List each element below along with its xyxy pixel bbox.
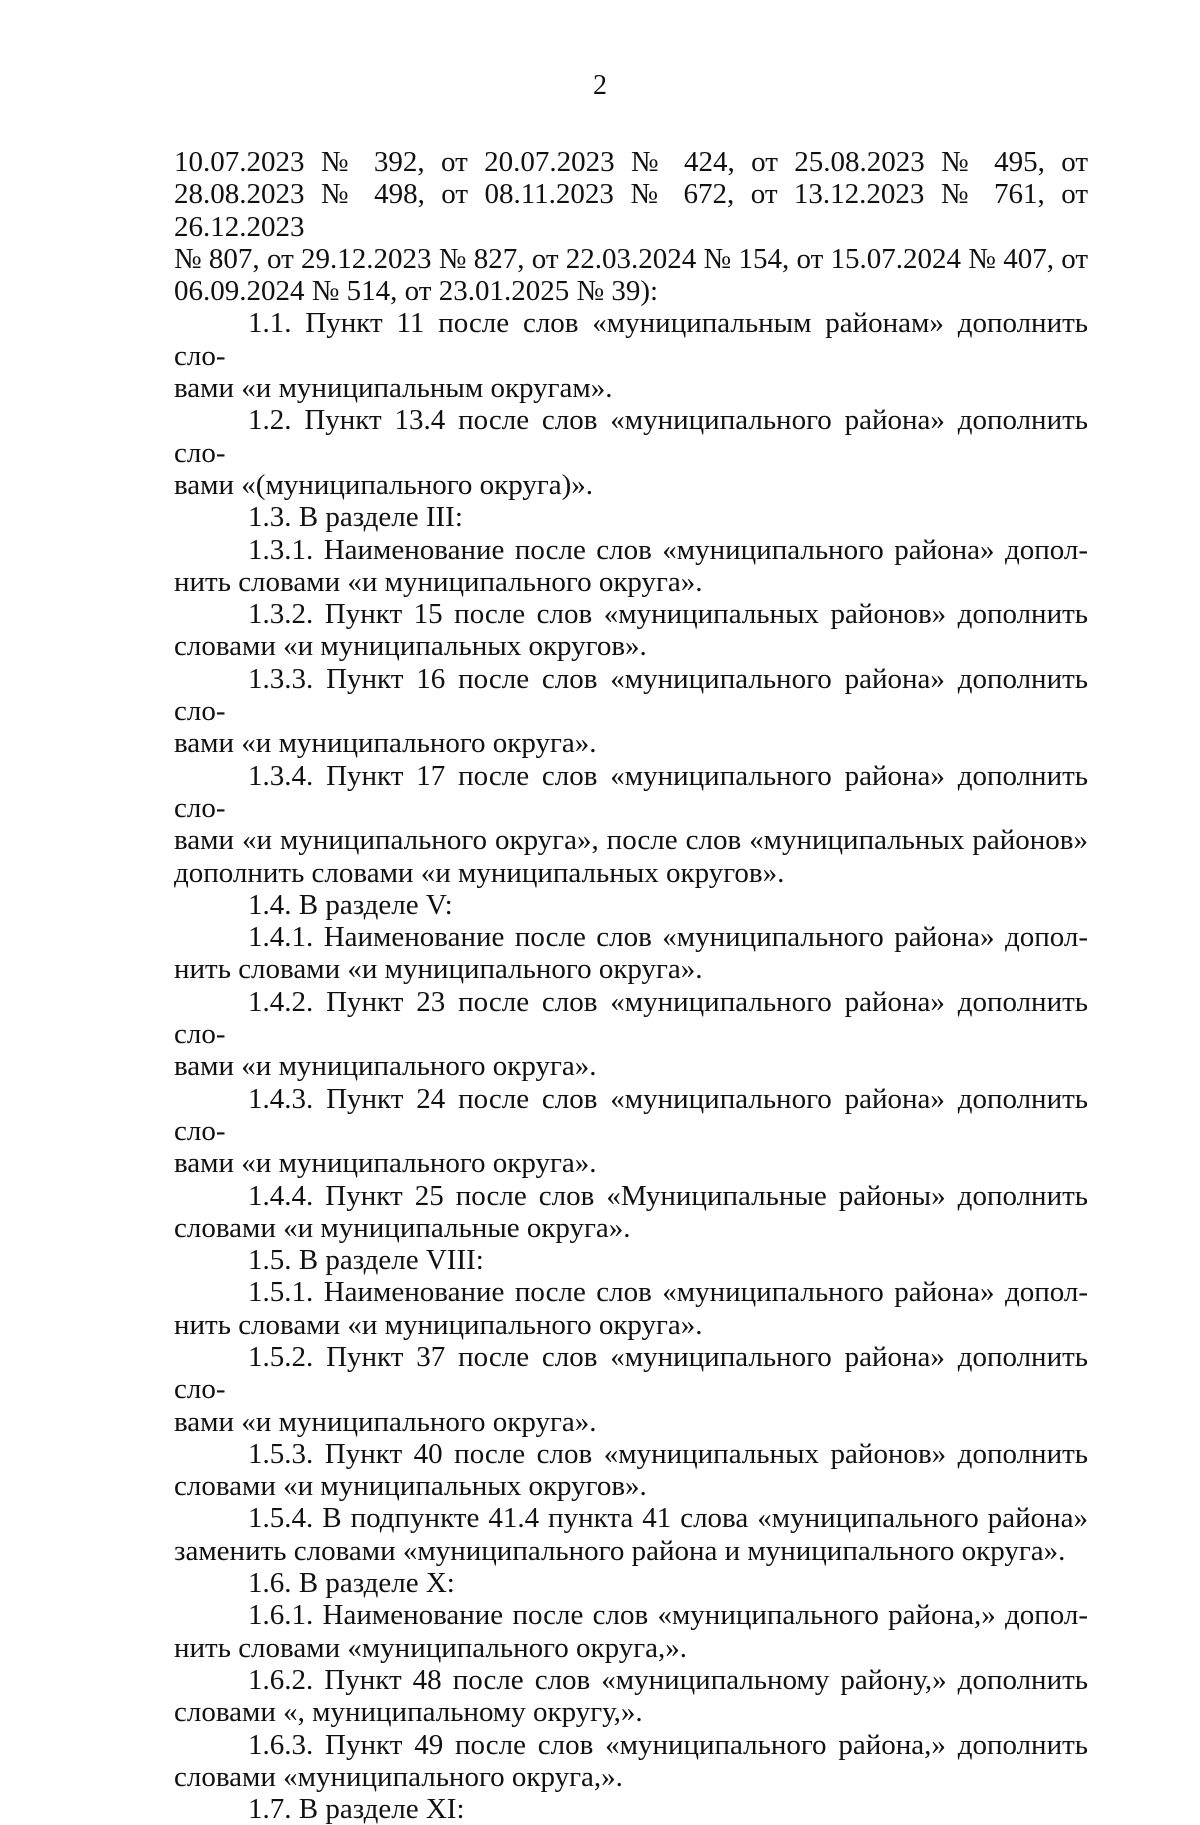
text-line: 10.07.2023 № 392, от 20.07.2023 № 424, от 25.08.2023 № 495, от xyxy=(174,146,1088,178)
paragraph-p1-5-1 xyxy=(174,1276,1088,1341)
text-line: 1.3.4. Пункт 17 после слов «муниципального района» дополнить сло- xyxy=(174,759,1088,824)
text-line: 1.5.4. В подпункте 41.4 пункта 41 слова «муниципального района» xyxy=(248,1502,1088,1535)
text-line: словами «, муниципальному округу,». xyxy=(174,1696,643,1729)
text-line: словами «и муниципальных округов». xyxy=(174,630,647,663)
text-line: вами «и муниципального округа». xyxy=(174,1147,597,1180)
text-line: вами «и муниципального округа». xyxy=(174,1405,597,1438)
text-line: 06.09.2024 № 514, от 23.01.2025 № 39): xyxy=(174,275,659,308)
text-line: 1.4. В разделе V: xyxy=(248,888,453,921)
text-line: словами «и муниципальные округа». xyxy=(174,1211,631,1244)
text-line: вами «и муниципального округа». xyxy=(174,1050,597,1083)
paragraph-p1-6-1 xyxy=(174,1599,1088,1664)
text-line: словами «и муниципальных округов». xyxy=(174,1470,647,1503)
text-line: 1.6.3. Пункт 49 после слов «муниципального района,» дополнить xyxy=(248,1728,1088,1761)
text-line: нить словами «и муниципального округа». xyxy=(174,953,703,986)
text-line: 1.3.2. Пункт 15 после слов «муниципальных районов» дополнить xyxy=(248,598,1088,631)
paragraph-p1-1 xyxy=(174,307,1088,404)
text-line: вами «и муниципальным округам». xyxy=(174,372,613,405)
text-line: 1.5.1. Наименование после слов «муниципального района» допол- xyxy=(248,1276,1088,1309)
paragraph-p1-3-3 xyxy=(174,663,1088,760)
text-line: 1.5.3. Пункт 40 после слов «муниципальных районов» дополнить xyxy=(248,1437,1088,1470)
text-line: 1.4.3. Пункт 24 после слов «муниципального района» дополнить сло- xyxy=(174,1082,1088,1147)
paragraph-p1-7 xyxy=(174,1793,1088,1825)
text-line: нить словами «и муниципального округа». xyxy=(174,1308,703,1341)
text-line: 1.3.3. Пункт 16 после слов «муниципального района» дополнить сло- xyxy=(174,662,1088,728)
paragraph-p1-4 xyxy=(174,889,1088,921)
paragraph-p1-3-4 xyxy=(174,760,1088,889)
text-line: 1.6.2. Пункт 48 после слов «муниципальному району,» дополнить xyxy=(248,1663,1088,1696)
text-line: № 807, от 29.12.2023 № 827, от 22.03.2024 № 154, от 15.07.2024 № 407, от xyxy=(174,242,1088,275)
paragraph-p1-4-1 xyxy=(174,921,1088,986)
document-body xyxy=(174,146,1088,1825)
text-line: дополнить словами «и муниципальных округов». xyxy=(174,856,785,889)
text-line: 1.6. В разделе X: xyxy=(248,1567,455,1600)
text-line: вами «и муниципального округа». xyxy=(174,727,597,760)
paragraph-p1-5 xyxy=(174,1244,1088,1276)
paragraph-p1-5-3 xyxy=(174,1438,1088,1503)
text-line: нить словами «муниципального округа,». xyxy=(174,1631,688,1664)
paragraph-p1-4-2 xyxy=(174,986,1088,1083)
text-line: 1.7. В разделе XI: xyxy=(248,1793,465,1825)
text-line: 1.3.1. Наименование после слов «муниципального района» допол- xyxy=(248,533,1088,566)
text-line: нить словами «и муниципального округа». xyxy=(174,565,703,598)
text-line: 1.1. Пункт 11 после слов «муниципальным районам» дополнить сло- xyxy=(174,307,1088,372)
paragraph-intro xyxy=(174,146,1088,307)
paragraph-p1-3 xyxy=(174,501,1088,533)
paragraph-p1-4-3 xyxy=(174,1083,1088,1180)
paragraph-p1-6 xyxy=(174,1567,1088,1599)
text-line: 1.4.1. Наименование после слов «муниципального района» допол- xyxy=(248,921,1088,954)
paragraph-p1-6-3 xyxy=(174,1729,1088,1794)
paragraph-p1-2 xyxy=(174,404,1088,501)
text-line: 1.2. Пункт 13.4 после слов «муниципального района» дополнить сло- xyxy=(174,404,1088,469)
paragraph-p1-5-4 xyxy=(174,1502,1088,1567)
text-line: 28.08.2023 № 498, от 08.11.2023 № 672, от 13.12.2023 № 761, от 26.12.2023 xyxy=(174,178,1088,243)
paragraph-p1-6-2 xyxy=(174,1664,1088,1729)
text-line: вами «и муниципального округа», после слов «муниципальных районов» xyxy=(174,824,1088,857)
text-line: 1.4.2. Пункт 23 после слов «муниципального района» дополнить сло- xyxy=(174,985,1088,1051)
paragraph-p1-3-2 xyxy=(174,598,1088,663)
paragraph-p1-3-1 xyxy=(174,534,1088,599)
text-line: заменить словами «муниципального района и муниципального округа». xyxy=(174,1534,1066,1567)
text-line: 1.4.4. Пункт 25 после слов «Муниципальные районы» дополнить xyxy=(248,1179,1088,1212)
text-line: словами «муниципального округа,». xyxy=(174,1760,623,1793)
text-line: 1.3. В разделе III: xyxy=(248,501,463,534)
paragraph-p1-4-4 xyxy=(174,1180,1088,1245)
text-line: 1.5.2. Пункт 37 после слов «муниципального района» дополнить сло- xyxy=(174,1340,1088,1406)
paragraph-p1-5-2 xyxy=(174,1341,1088,1438)
text-line: вами «(муниципального округа)». xyxy=(174,468,594,501)
text-line: 1.5. В разделе VIII: xyxy=(248,1244,484,1277)
page-number: 2 xyxy=(593,70,607,101)
text-line: 1.6.1. Наименование после слов «муниципального района,» допол- xyxy=(248,1599,1088,1632)
